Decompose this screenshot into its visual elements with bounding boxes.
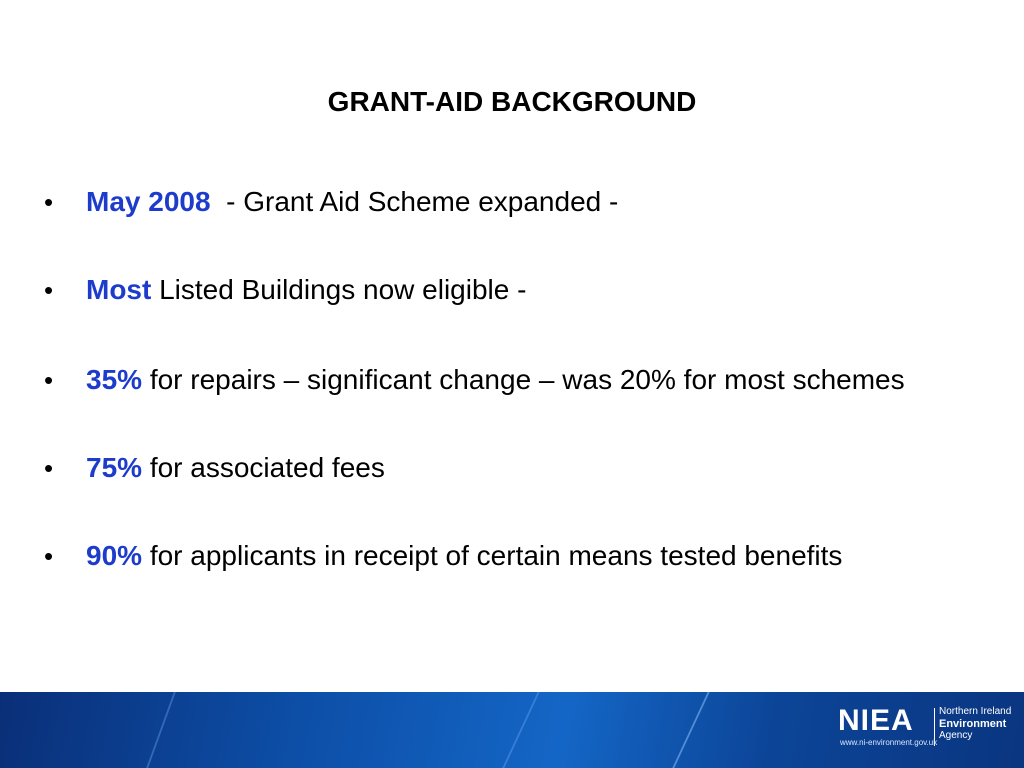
bullet-highlight: May 2008 [86,186,211,217]
agency-name-line1: Northern Ireland [939,706,1012,717]
bullet-dot: • [44,275,54,305]
bullet-text: for associated fees [142,452,385,483]
bullet-text: Listed Buildings now eligible - [151,274,527,305]
footer-decoration [502,692,539,768]
niea-logo-mark [838,704,938,752]
slide-title: GRANT-AID BACKGROUND [327,86,697,117]
bullet-item [44,538,924,574]
bullet-dot: • [44,365,54,395]
niea-logo-letters: NIEA [838,704,914,737]
bullet-highlight: Most [86,274,152,305]
bullet-list [44,184,924,626]
bullet-text: for applicants in receipt of certain means tested benefits [142,540,843,571]
bullet-dot: • [44,541,54,571]
bullet-highlight: 75% [86,452,143,483]
bullet-dot: • [44,187,54,217]
agency-name-line2: Environment [939,718,1007,730]
footer-banner [0,692,1024,768]
website-url: www.ni-environment.gov.uk [840,738,938,747]
bullet-text: - Grant Aid Scheme expanded - [210,186,619,217]
footer-decoration [146,692,176,768]
bullet-text: for repairs – significant change – was 20% for most schemes [142,364,905,395]
bullet-highlight: 35% [86,364,143,395]
bullet-item [44,362,924,398]
bullet-highlight: 90% [86,540,143,571]
bullet-item [44,184,924,220]
agency-name [939,706,1011,742]
bullet-item [44,450,924,486]
bullet-dot: • [44,453,54,483]
footer-decoration [672,692,709,768]
agency-name-line3: Agency [939,730,973,741]
niea-logo [838,706,1011,752]
bullet-item [44,272,924,308]
